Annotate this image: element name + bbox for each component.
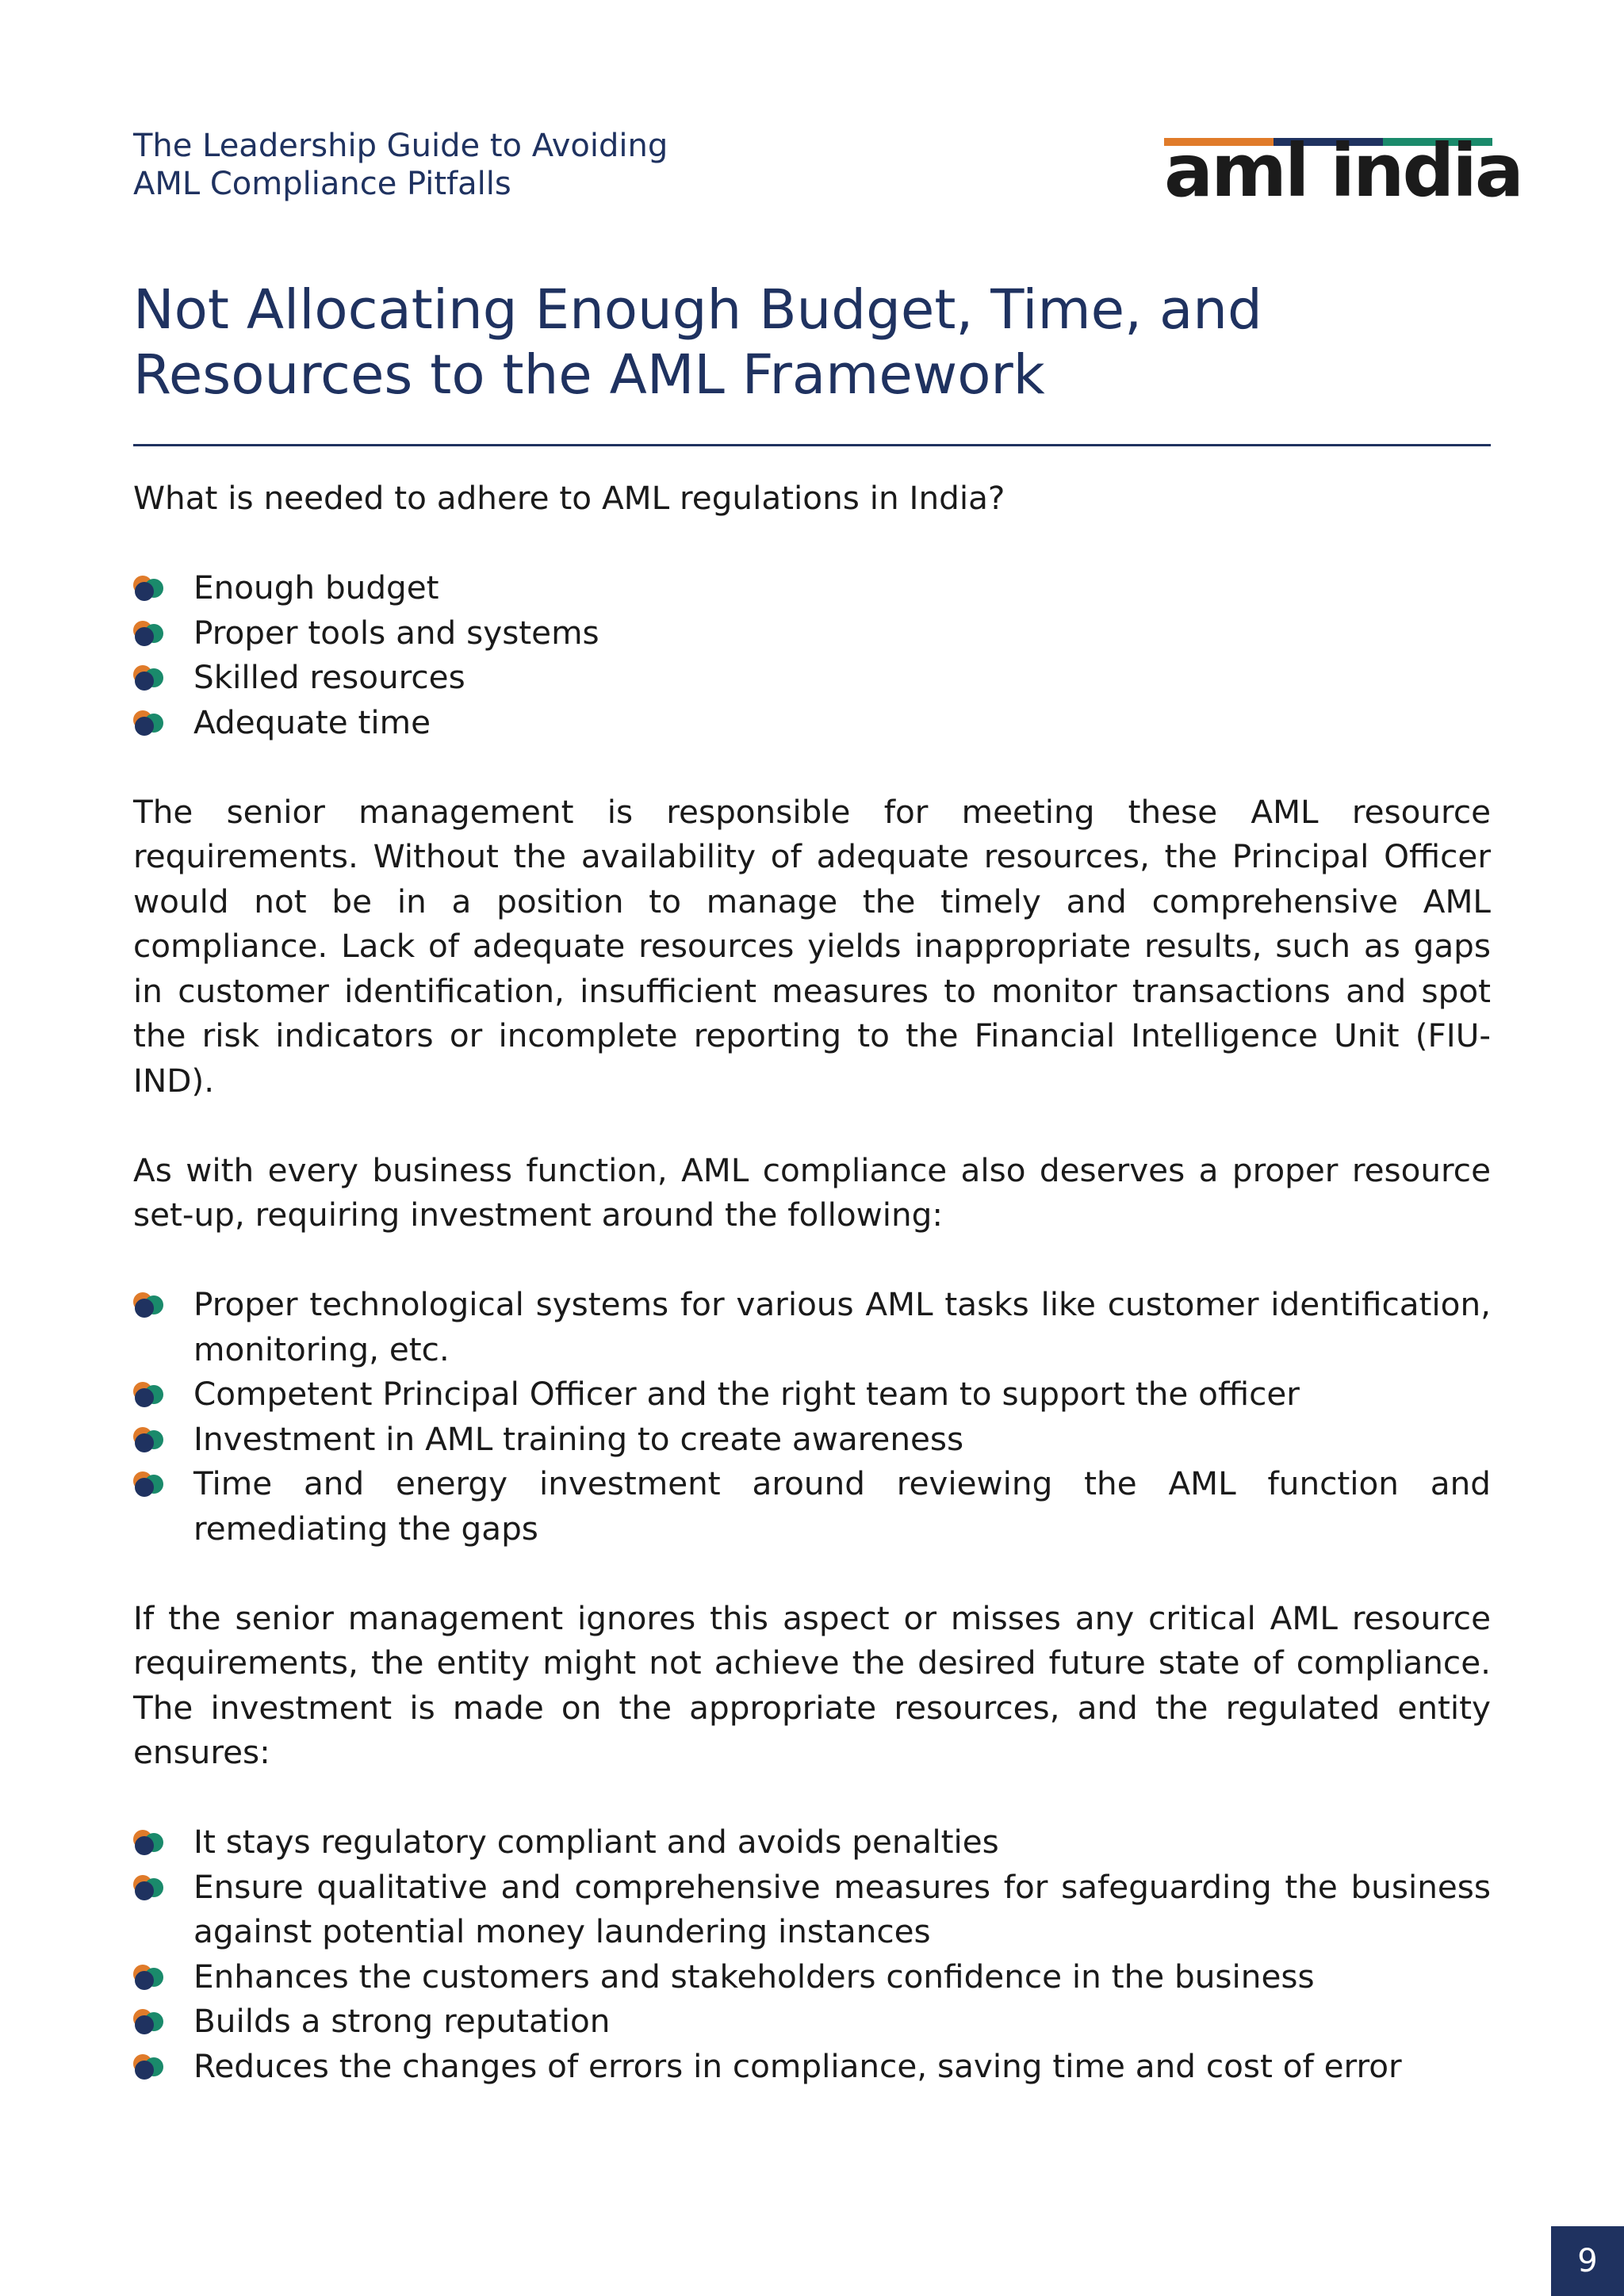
bullet-dots-icon bbox=[133, 1382, 165, 1407]
list-item-text: Proper technological systems for various AML tasks like customer identification, monitoring, etc. bbox=[193, 1285, 1491, 1368]
paragraph-senior-management: The senior management is responsible for meeting these AML resource requirements. Without the availability of adequate resources, the Principal Officer would not be in a position to manage the timely and comprehensive AML compliance. Lack of adequate resources yields inappropriate results, such as gaps in customer identification, insufficient measures to monitor transactions and spot the risk indicators or incomplete reporting to the Financial Intelligence Unit (FIU-IND). bbox=[133, 792, 1491, 1100]
bullet-dots-icon bbox=[133, 576, 165, 601]
ensures-list bbox=[133, 1820, 1491, 2088]
bullet-dots-icon bbox=[133, 1875, 165, 1900]
list-item bbox=[133, 1282, 1491, 1372]
list-item-text: Enhances the customers and stakeholders confidence in the business bbox=[193, 1957, 1315, 1996]
bullet-dots-icon bbox=[133, 665, 165, 691]
bullet-dots-icon bbox=[133, 1965, 165, 1990]
bullet-dots-icon bbox=[133, 710, 165, 736]
bullet-dots-icon bbox=[133, 1292, 165, 1318]
page-number: 9 bbox=[1551, 2226, 1624, 2296]
list-item-text: Ensure qualitative and comprehensive measures for safeguarding the business against potential money laundering instances bbox=[193, 1867, 1491, 1950]
guide-title bbox=[133, 127, 668, 203]
guide-title-line-2: AML Compliance Pitfalls bbox=[133, 166, 511, 202]
list-item bbox=[133, 700, 1491, 745]
list-item bbox=[133, 610, 1491, 656]
list-item-text: Builds a strong reputation bbox=[193, 2002, 611, 2040]
list-item bbox=[133, 1954, 1491, 1999]
guide-title-line-1: The Leadership Guide to Avoiding bbox=[133, 128, 668, 164]
list-item-text: Skilled resources bbox=[193, 658, 465, 696]
list-item bbox=[133, 1461, 1491, 1551]
list-item-text: It stays regulatory compliant and avoids penalties bbox=[193, 1823, 999, 1861]
needs-list bbox=[133, 565, 1491, 744]
bullet-dots-icon bbox=[133, 2009, 165, 2034]
list-item-text: Enough budget bbox=[193, 568, 439, 607]
list-item-text: Adequate time bbox=[193, 702, 431, 741]
list-item bbox=[133, 1417, 1491, 1462]
list-item bbox=[133, 1865, 1491, 1954]
list-item bbox=[133, 1372, 1491, 1417]
page-title: Not Allocating Enough Budget, Time, and Resources to the AML Framework bbox=[133, 278, 1262, 407]
aml-india-logo bbox=[1164, 128, 1522, 213]
main-content bbox=[133, 476, 1491, 2133]
paragraph-resource-setup: As with every business function, AML compliance also deserves a proper resource set-up, requiring investment around the following: bbox=[133, 1150, 1491, 1234]
list-item bbox=[133, 2044, 1491, 2089]
investment-list bbox=[133, 1282, 1491, 1551]
bullet-dots-icon bbox=[133, 1427, 165, 1452]
bullet-dots-icon bbox=[133, 1830, 165, 1855]
intro-question: What is needed to adhere to AML regulations in India? bbox=[133, 479, 1005, 517]
bullet-dots-icon bbox=[133, 621, 165, 646]
logo-wordmark: aml india bbox=[1164, 128, 1522, 213]
list-item-text: Time and energy investment around reviewing the AML function and remediating the gaps bbox=[193, 1464, 1491, 1548]
list-item bbox=[133, 565, 1491, 610]
list-item-text: Investment in AML training to create awareness bbox=[193, 1419, 964, 1458]
list-item-text: Competent Principal Officer and the right team to support the officer bbox=[193, 1375, 1300, 1413]
list-item-text: Reduces the changes of errors in compliance, saving time and cost of error bbox=[193, 2046, 1402, 2085]
bullet-dots-icon bbox=[133, 1471, 165, 1497]
list-item-text: Proper tools and systems bbox=[193, 613, 599, 652]
list-item bbox=[133, 1820, 1491, 1865]
bullet-dots-icon bbox=[133, 2054, 165, 2080]
paragraph-entity-ensures: If the senior management ignores this aspect or misses any critical AML resource requirements, the entity might not achieve the desired future state of compliance. The investment is made on the appropriate resources, and the regulated entity ensures: bbox=[133, 1598, 1491, 1771]
title-divider bbox=[133, 444, 1491, 446]
list-item bbox=[133, 655, 1491, 700]
list-item bbox=[133, 1999, 1491, 2044]
